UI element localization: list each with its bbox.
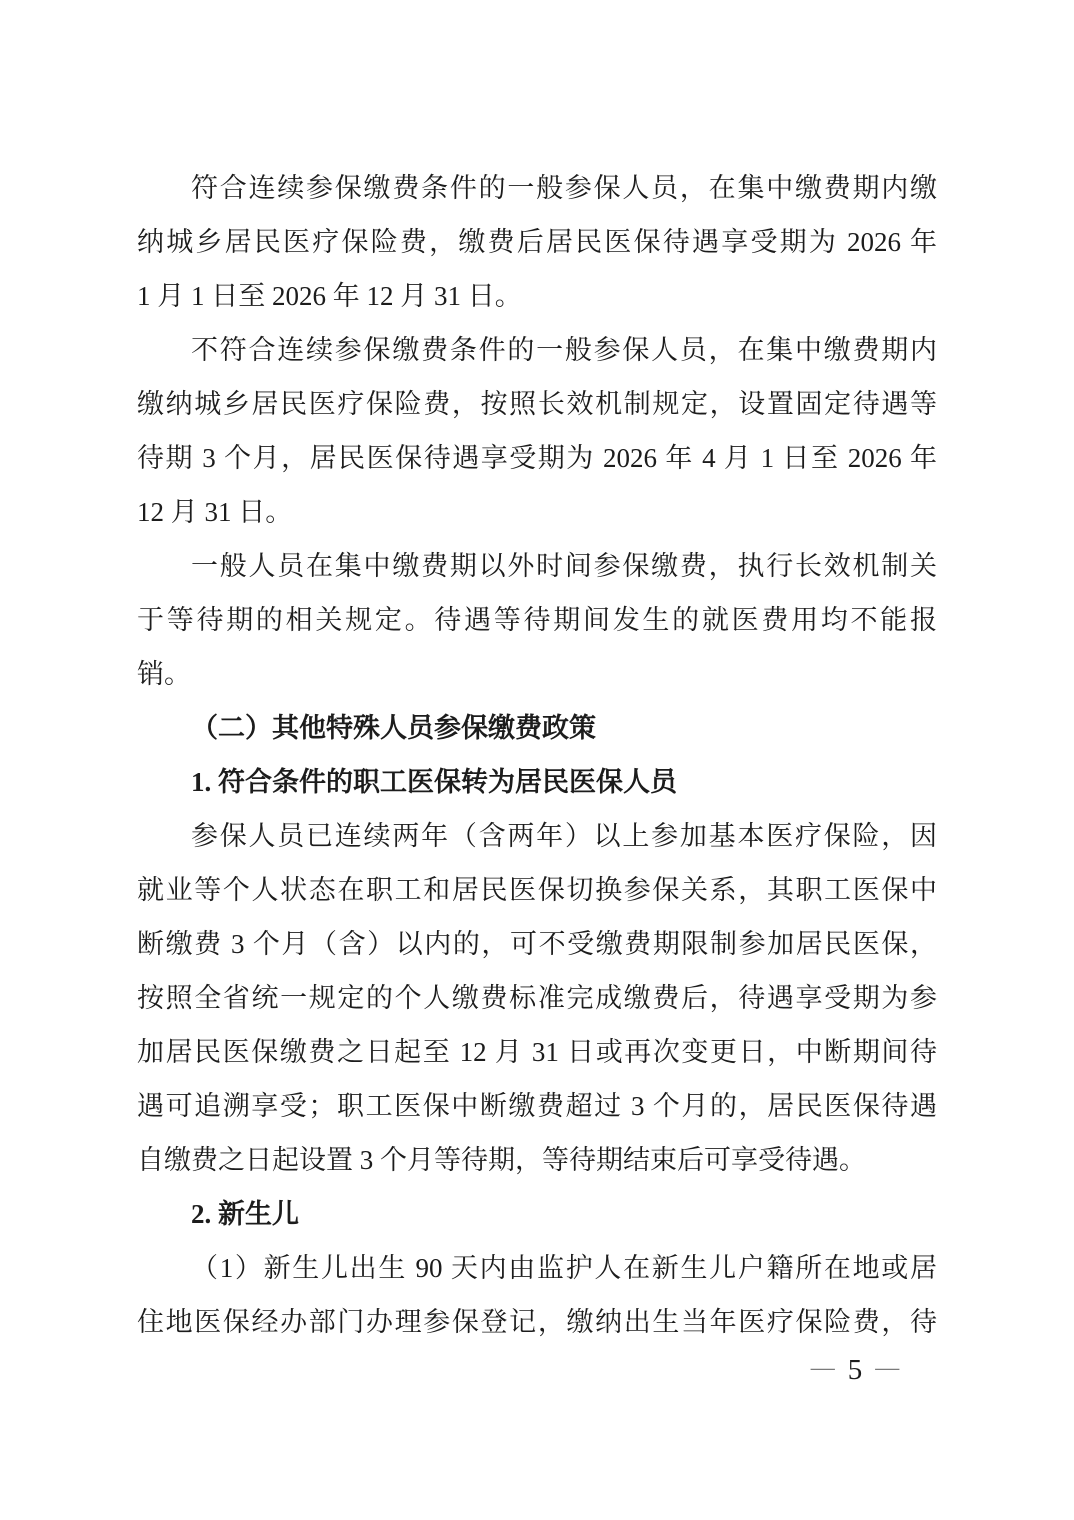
text-line: 纳城乡居民医疗保险费，缴费后居民医保待遇享受期为 2026 年 (137, 227, 937, 257)
text-line: 销。 (137, 659, 191, 689)
heading-line: 1. 符合条件的职工医保转为居民医保人员 (191, 767, 677, 797)
footer-dash-left: — (810, 1355, 835, 1381)
paragraph (137, 539, 937, 701)
document-body (137, 161, 937, 1349)
text-line: 12 月 31 日。 (137, 497, 293, 527)
text-line: 自缴费之日起设置 3 个月等待期，等待期结束后可享受待遇。 (137, 1145, 866, 1175)
footer-dash-right: — (875, 1355, 900, 1381)
text-line: 符合连续参保缴费条件的一般参保人员，在集中缴费期内缴 (191, 173, 937, 203)
section-heading (137, 701, 937, 755)
heading-line: （二）其他特殊人员参保缴费政策 (191, 713, 596, 743)
text-line: 遇可追溯享受；职工医保中断缴费超过 3 个月的，居民医保待遇 (137, 1091, 937, 1121)
text-line: 待期 3 个月，居民医保待遇享受期为 2026 年 4 月 1 日至 2026 年 (137, 443, 937, 473)
paragraph (137, 1241, 937, 1349)
text-line: 1 月 1 日至 2026 年 12 月 31 日。 (137, 281, 522, 311)
page-footer (798, 1352, 912, 1388)
paragraph (137, 161, 937, 323)
paragraph (137, 323, 937, 539)
section-heading (137, 1187, 937, 1241)
text-line: 就业等个人状态在职工和居民医保切换参保关系，其职工医保中 (137, 875, 937, 905)
text-line: 参保人员已连续两年（含两年）以上参加基本医疗保险，因 (191, 821, 937, 851)
text-line: 于等待期的相关规定。待遇等待期间发生的就医费用均不能报 (137, 605, 937, 635)
text-line: 不符合连续参保缴费条件的一般参保人员，在集中缴费期内 (191, 335, 937, 365)
paragraph (137, 809, 937, 1187)
page-number: 5 (847, 1353, 863, 1386)
text-line: 按照全省统一规定的个人缴费标准完成缴费后，待遇享受期为参 (137, 983, 937, 1013)
text-line: 断缴费 3 个月（含）以内的，可不受缴费期限制参加居民医保， (137, 929, 937, 959)
heading-line: 2. 新生儿 (191, 1199, 299, 1229)
text-line: 一般人员在集中缴费期以外时间参保缴费，执行长效机制关 (191, 551, 937, 581)
text-line: （1）新生儿出生 90 天内由监护人在新生儿户籍所在地或居 (191, 1253, 937, 1283)
text-line: 住地医保经办部门办理参保登记，缴纳出生当年医疗保险费，待 (137, 1307, 937, 1337)
section-heading (137, 755, 937, 809)
text-line: 加居民医保缴费之日起至 12 月 31 日或再次变更日，中断期间待 (137, 1037, 937, 1067)
text-line: 缴纳城乡居民医疗保险费，按照长效机制规定，设置固定待遇等 (137, 389, 937, 419)
